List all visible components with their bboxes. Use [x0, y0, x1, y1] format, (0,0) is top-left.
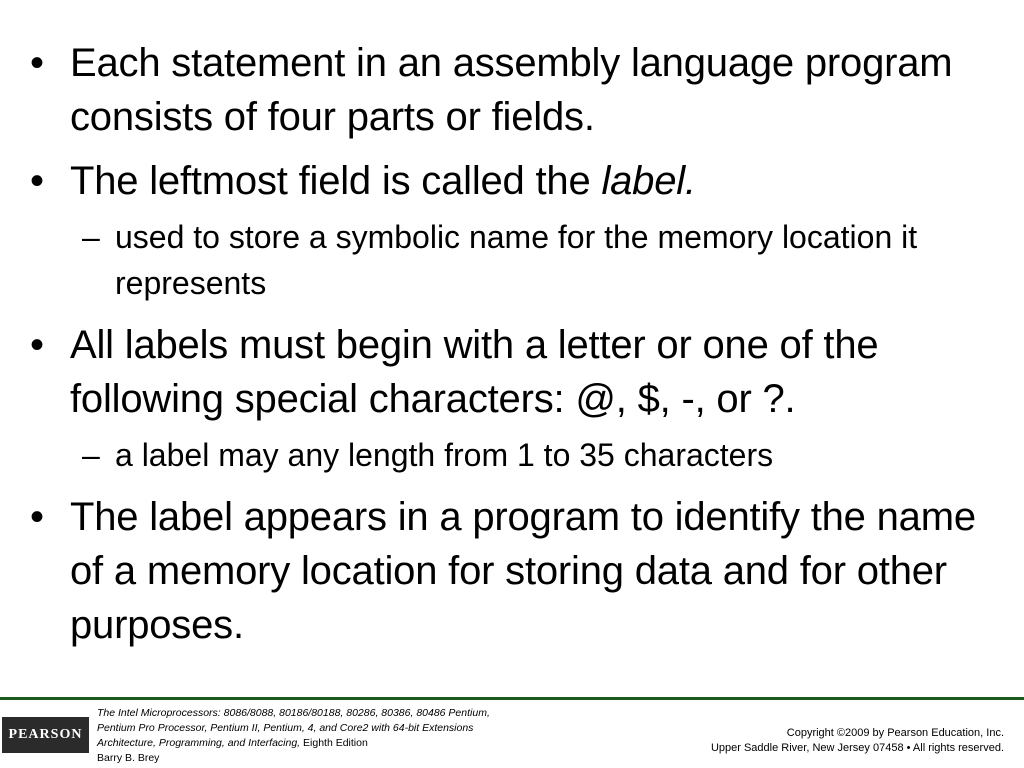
bullet-dot: •: [30, 159, 44, 203]
book-edition: Eighth Edition: [300, 737, 368, 749]
copyright-line-2: Upper Saddle River, New Jersey 07458 • All rights reserved.: [710, 742, 1004, 754]
sub-bullet-text: a label may any length from 1 to 35 characters: [115, 437, 774, 473]
book-author: Barry B. Brey: [97, 752, 160, 764]
bullet-text: Each statement in an assembly language program consists of four parts or fields.: [70, 41, 953, 139]
bullet-dot: •: [30, 323, 44, 367]
bullet-3: [24, 318, 1014, 426]
sub-bullet-dash: –: [82, 219, 100, 255]
book-subtitle: Architecture, Programming, and Interfacing,: [97, 737, 301, 749]
book-title: The Intel Microprocessors:: [97, 707, 221, 719]
pearson-logo: [2, 717, 89, 753]
book-line-1-rest: 8086/8088, 80186/80188, 80286, 80386, 80486 Pentium,: [220, 707, 490, 719]
copyright-line-1: Copyright ©2009 by Pearson Education, Inc.: [786, 727, 1004, 739]
slide-content: [24, 36, 1014, 662]
bullet-text: All labels must begin with a letter or one of the following special characters: @, $, -, or ?.: [70, 323, 879, 421]
logo-text: PEARSON: [8, 727, 83, 742]
sub-bullet-2: [24, 432, 1014, 478]
bullet-4: [24, 490, 1014, 652]
footer-divider: [0, 697, 1024, 700]
copyright-notice: [711, 726, 1004, 756]
sub-bullet-dash: –: [82, 437, 100, 473]
bullet-2: [24, 154, 1014, 208]
bullet-text-italic: label.: [601, 159, 696, 203]
book-line-1: [97, 706, 577, 721]
bullet-dot: •: [30, 495, 44, 539]
book-line-3: [97, 736, 577, 751]
bullet-1: [24, 36, 1014, 144]
sub-bullet-1: [24, 214, 1014, 306]
bullet-text: The leftmost field is called the: [70, 159, 602, 203]
bullet-text: The label appears in a program to identify the name of a memory location for storing data and for other purposes.: [70, 495, 976, 647]
book-citation: [97, 706, 577, 766]
sub-bullet-text: used to store a symbolic name for the memory location it represents: [115, 219, 918, 301]
bullet-dot: •: [30, 41, 44, 85]
book-line-2: Pentium Pro Processor, Pentium II, Pentium, 4, and Core2 with 64-bit Extensions: [97, 722, 474, 734]
